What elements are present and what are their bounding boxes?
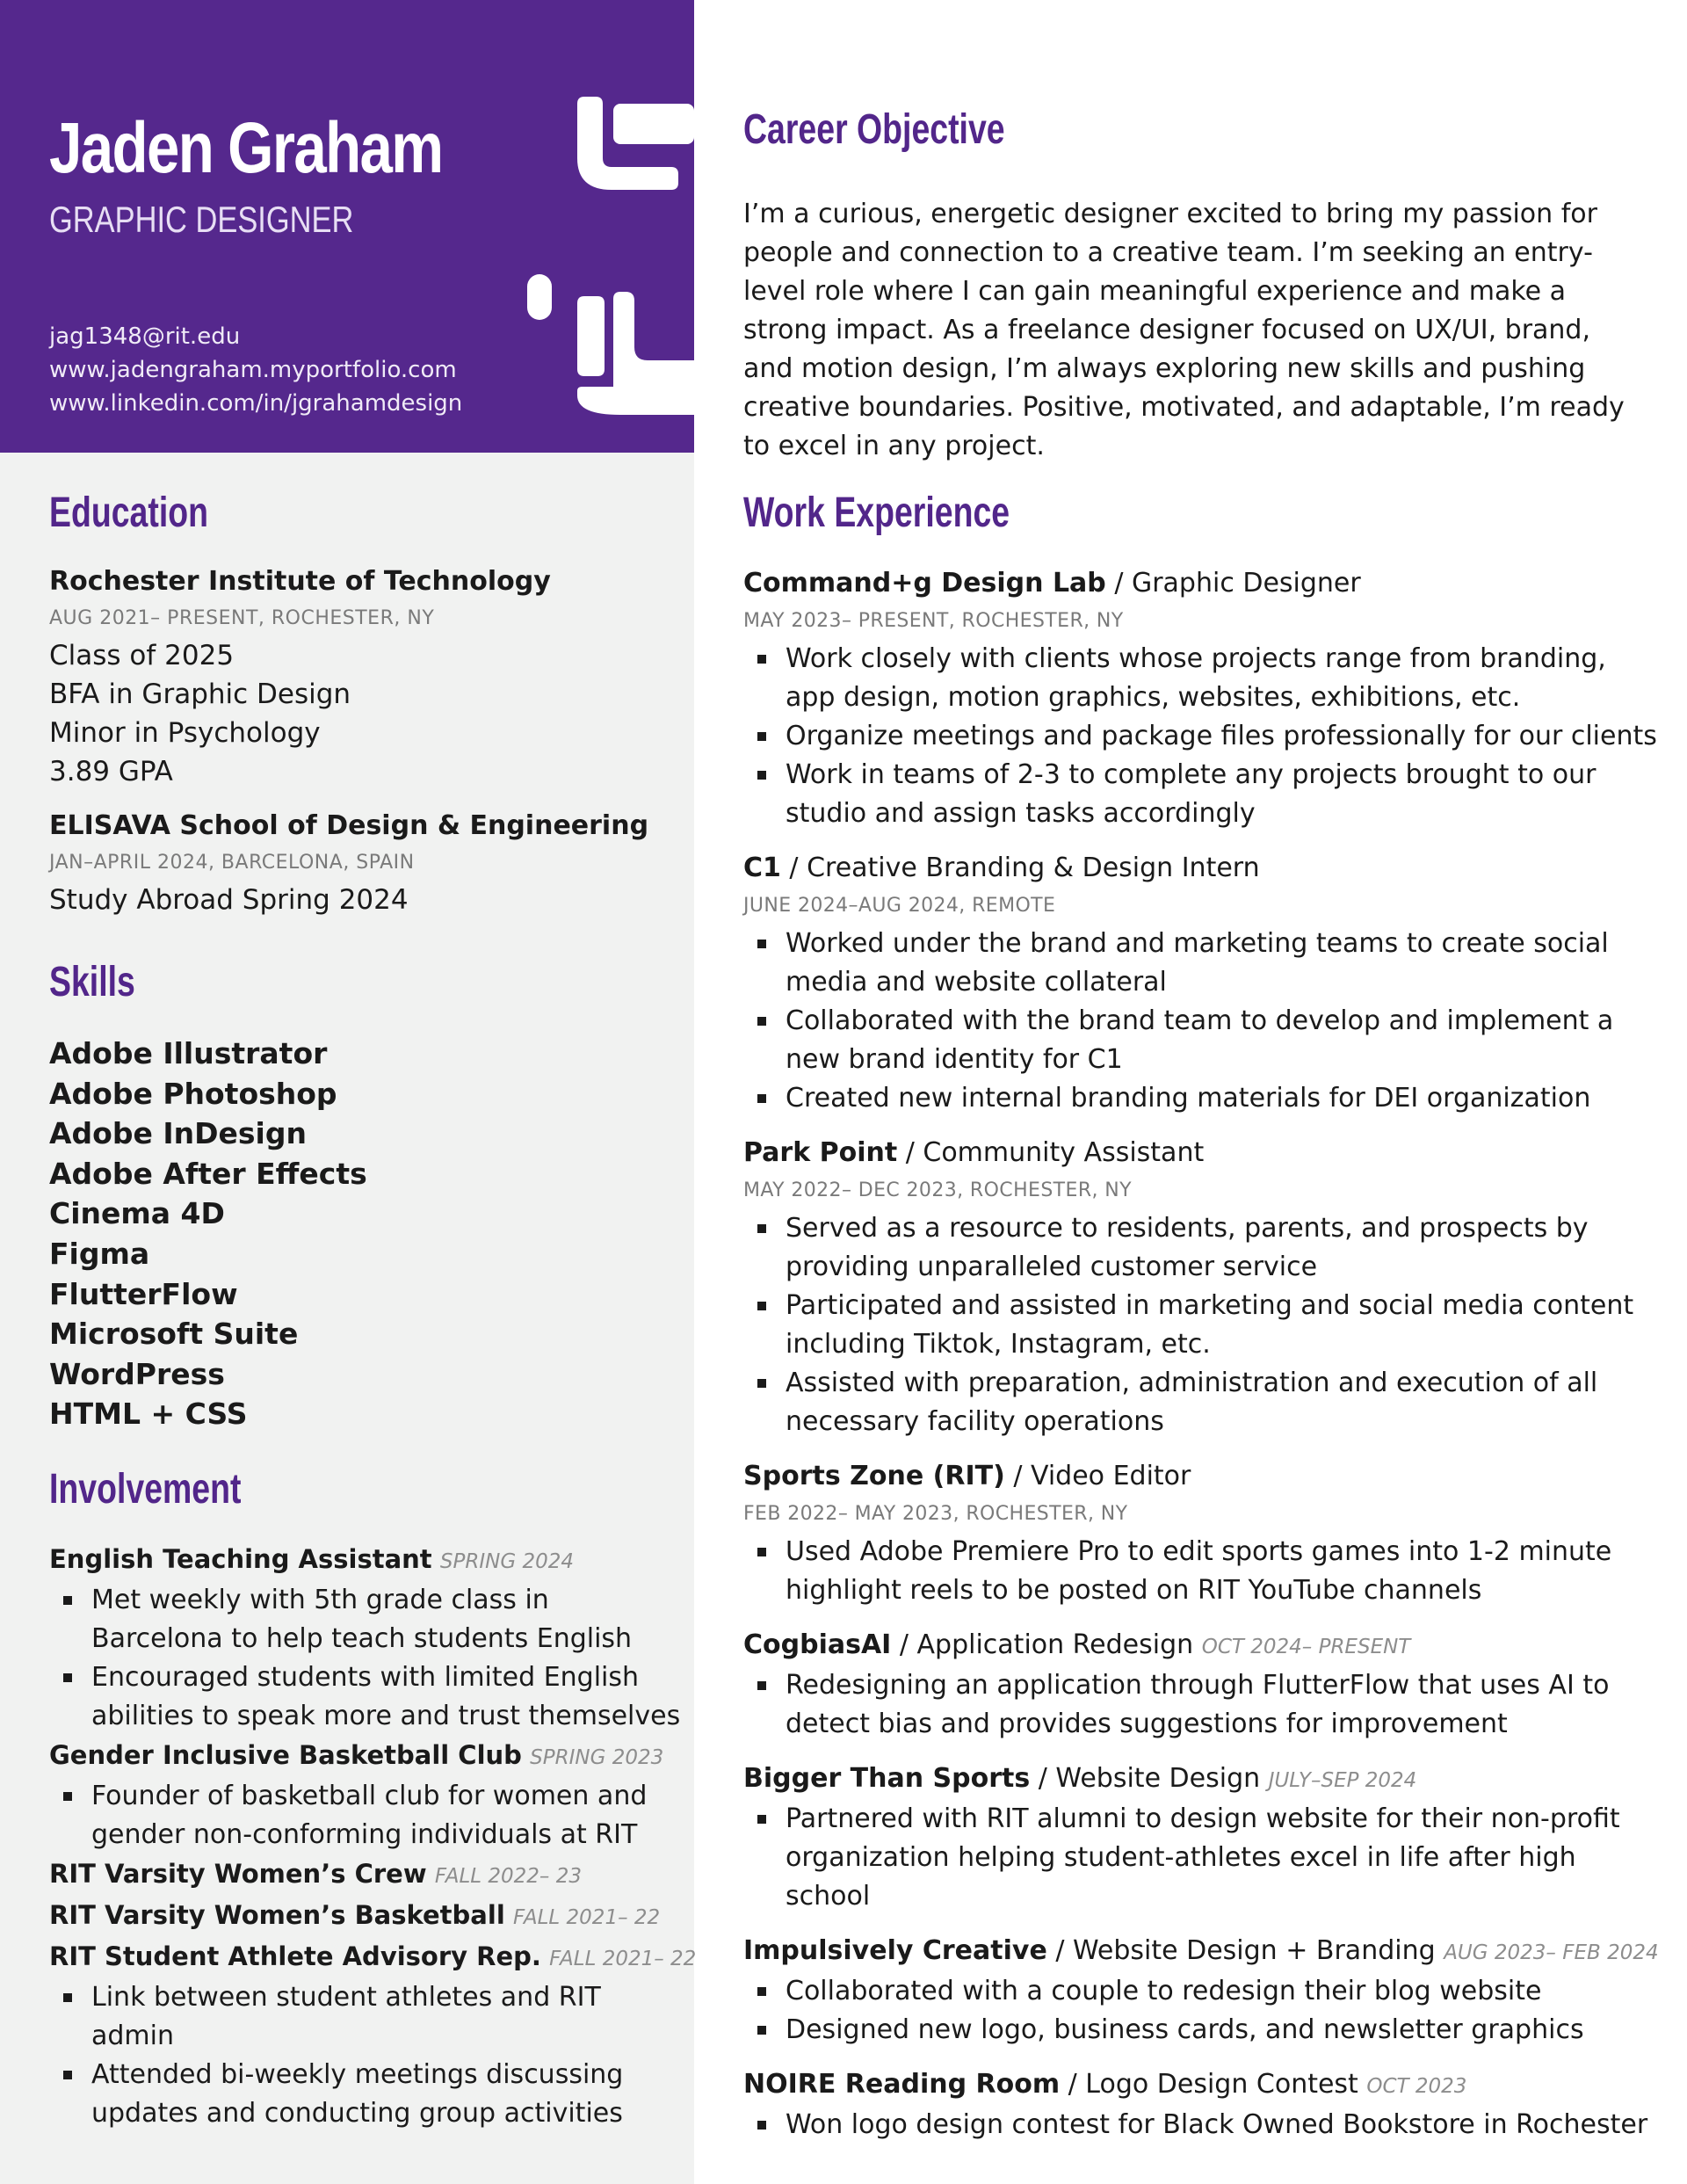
education-section — [49, 562, 664, 919]
job-heading: Impulsively Creative / Website Design + Branding AUG 2023– FEB 2024 — [743, 1935, 1659, 1966]
involvement-title: Involvement — [49, 1466, 242, 1513]
school-name: ELISAVA School of Design & Engineering — [49, 810, 649, 841]
involvement-bullet: Attended bi-weekly meetings discussing updates and conducting group activities — [91, 2056, 682, 2133]
job-bullet: Organize meetings and package files professionally for our clients — [786, 717, 1657, 756]
job-bullet: Served as a resource to residents, parents, and prospects by providing unparalleled customer service — [786, 1209, 1657, 1287]
skills-list — [49, 1034, 367, 1434]
contact-info — [49, 320, 462, 420]
involvement-bullet: Met weekly with 5th grade class in Barcelona to help teach students English — [91, 1581, 682, 1658]
job-bullet: Won logo design contest for Black Owned Bookstore in Rochester — [786, 2106, 1657, 2144]
job-heading: Park Point / Community Assistant — [743, 1137, 1205, 1168]
job-bullet: Worked under the brand and marketing teams to create social media and website collateral — [786, 925, 1657, 1002]
candidate-name: Jaden Graham — [49, 108, 443, 188]
job-bullet: Used Adobe Premiere Pro to edit sports games into 1-2 minute highlight reels to be posted on RIT YouTube channels — [786, 1533, 1657, 1610]
education-line: BFA in Graphic Design — [49, 678, 351, 710]
job-bullet: Designed new logo, business cards, and newsletter graphics — [786, 2011, 1657, 2050]
skill-item: FlutterFlow — [49, 1276, 238, 1311]
linkedin-link[interactable]: www.linkedin.com/in/jgrahamdesign — [49, 390, 463, 417]
school-name: Rochester Institute of Technology — [49, 566, 551, 597]
education-line: Class of 2025 — [49, 640, 235, 671]
job-heading: CogbiasAI / Application Redesign OCT 2024– PRESENT — [743, 1629, 1411, 1660]
job-entry — [743, 849, 1657, 1118]
involvement-item-heading: Gender Inclusive Basketball Club SPRING 2023 — [49, 1740, 664, 1770]
education-line: Study Abroad Spring 2024 — [49, 884, 409, 916]
objective-title: Career Objective — [743, 106, 1005, 153]
email-link[interactable]: jag1348@rit.edu — [49, 323, 241, 350]
school-date: JAN–APRIL 2024, BARCELONA, SPAIN — [49, 852, 415, 874]
skill-item: Adobe After Effects — [49, 1156, 367, 1191]
job-entry — [743, 2065, 1657, 2144]
job-heading: NOIRE Reading Room / Logo Design Contest OCT 2023 — [743, 2069, 1467, 2100]
involvement-bullet: Founder of basketball club for women and gender non-conforming individuals at RIT — [91, 1777, 682, 1854]
skill-item: Adobe InDesign — [49, 1116, 307, 1151]
skill-item: Microsoft Suite — [49, 1317, 299, 1352]
job-date: FEB 2022– MAY 2023, ROCHESTER, NY — [743, 1503, 1128, 1525]
education-line: 3.89 GPA — [49, 756, 173, 787]
education-title: Education — [49, 490, 208, 536]
involvement-section — [49, 1540, 697, 2133]
involvement-item-heading: English Teaching Assistant SPRING 2024 — [49, 1544, 574, 1574]
job-heading: C1 / Creative Branding & Design Intern — [743, 853, 1260, 883]
skills-title: Skills — [49, 959, 135, 1005]
involvement-item-heading: RIT Varsity Women’s Basketball FALL 2021– 22 — [49, 1900, 661, 1930]
job-entry — [743, 1134, 1657, 1441]
involvement-item-heading: RIT Varsity Women’s Crew FALL 2022– 23 — [49, 1859, 583, 1889]
job-bullet: Participated and assisted in marketing and social media content including Tiktok, Instagram, etc. — [786, 1287, 1657, 1364]
involvement-bullet: Link between student athletes and RIT admin — [91, 1978, 682, 2056]
job-heading: Sports Zone (RIT) / Video Editor — [743, 1461, 1191, 1491]
skill-item: Figma — [49, 1236, 150, 1271]
job-bullet: Assisted with preparation, administration and execution of all necessary facility operations — [786, 1364, 1657, 1441]
job-bullet: Collaborated with a couple to redesign their blog website — [786, 1972, 1657, 2011]
job-entry — [743, 1932, 1657, 2050]
education-line: Minor in Psychology — [49, 717, 321, 749]
job-entry — [743, 1457, 1657, 1610]
job-heading: Command+g Design Lab / Graphic Designer — [743, 568, 1361, 599]
candidate-role: GRAPHIC DESIGNER — [49, 199, 354, 240]
job-bullet: Created new internal branding materials for DEI organization — [786, 1079, 1657, 1118]
job-bullet: Collaborated with the brand team to develop and implement a new brand identity for C1 — [786, 1002, 1657, 1079]
skill-item: Adobe Photoshop — [49, 1076, 337, 1111]
involvement-bullet: Encouraged students with limited English abilities to speak more and trust themselves — [91, 1658, 682, 1736]
personal-logo-icon — [527, 97, 694, 422]
objective-text: I’m a curious, energetic designer excited to bring my passion for people and connection to a creative team. I’m seeking an entry-level role where I can gain meaningful experience and make a strong impact. As a freelance designer focused on UX/UI, brand, and motion design, I’m always exploring new skills and pushing creative boundaries. Positive, motivated, and adaptable, I’m ready to excel in any project. — [743, 199, 1625, 461]
job-bullet: Work closely with clients whose projects range from branding, app design, motion graphics, websites, exhibitions, etc. — [786, 640, 1657, 717]
portfolio-link[interactable]: www.jadengraham.myportfolio.com — [49, 357, 457, 383]
skill-item: HTML + CSS — [49, 1397, 248, 1432]
job-date: JUNE 2024–AUG 2024, REMOTE — [743, 895, 1056, 917]
job-date: MAY 2022– DEC 2023, ROCHESTER, NY — [743, 1179, 1132, 1201]
involvement-item-heading: RIT Student Athlete Advisory Rep. FALL 2021– 22 — [49, 1941, 697, 1971]
work-section — [743, 564, 1657, 2160]
work-title: Work Experience — [743, 490, 1010, 536]
job-bullet: Work in teams of 2-3 to complete any projects brought to our studio and assign tasks accordingly — [786, 756, 1657, 833]
job-entry — [743, 1760, 1657, 1916]
job-bullet: Partnered with RIT alumni to design website for their non-profit organization helping student-athletes excel in life after high school — [786, 1800, 1657, 1916]
school-date: AUG 2021– PRESENT, ROCHESTER, NY — [49, 607, 435, 629]
job-heading: Bigger Than Sports / Website Design JULY–SEP 2024 — [743, 1763, 1417, 1794]
job-bullet: Redesigning an application through FlutterFlow that uses AI to detect bias and provides suggestions for improvement — [786, 1666, 1657, 1744]
skill-item: Cinema 4D — [49, 1196, 225, 1231]
skill-item: WordPress — [49, 1356, 225, 1391]
header-panel — [0, 0, 694, 453]
job-entry — [743, 564, 1657, 833]
job-date: MAY 2023– PRESENT, ROCHESTER, NY — [743, 610, 1124, 632]
job-entry — [743, 1626, 1657, 1744]
skill-item: Adobe Illustrator — [49, 1036, 328, 1070]
